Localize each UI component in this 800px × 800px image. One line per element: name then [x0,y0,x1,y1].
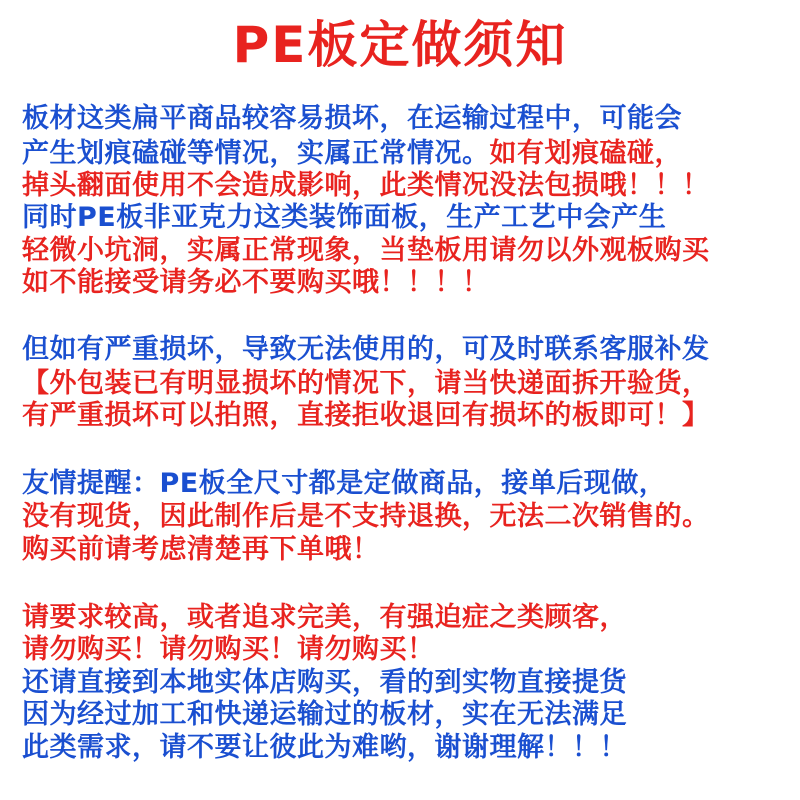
notice-line-5 [22,233,792,269]
notice-line-11 [22,499,792,535]
notice-line-8 [22,366,792,402]
notice-line-10 [22,466,792,502]
notice-line-1 [22,101,792,137]
notice-line-17 [22,730,792,766]
notice-line-15 [22,665,792,701]
notice-text: 此类需求，请不要让彼此为难哟，谢谢理解！！！ [22,732,627,763]
notice-text: 因为经过加工和快递运输过的板材，实在无法满足 [22,699,627,730]
notice-line-7 [22,332,792,368]
notice-line-12 [22,532,792,568]
page-title: PE板定做须知 [232,16,568,74]
notice-text: 轻微小坑洞，实属正常现象，当垫板用请勿以外观板购买 [22,235,710,266]
notice-text: 产生划痕磕碰等情况，实属正常情况。 [22,138,490,169]
notice-text: 掉头翻面使用不会造成影响，此类情况没法包损哦！！！ [22,170,710,201]
notice-line-9 [22,398,792,434]
notice-text: 但如有严重损坏，导致无法使用的，可及时联系客服补发 [22,334,710,365]
notice-line-3 [22,168,792,204]
notice-text: 同时PE板非亚克力这类装饰面板，生产工艺中会产生 [22,202,667,233]
notice-line-6 [22,265,792,301]
notice-line-16 [22,697,792,733]
notice-text: 购买前请考虑清楚再下单哦！ [22,534,380,565]
notice-text: 没有现货，因此制作后是不支持退换，无法二次销售的。 [22,501,710,532]
notice-text-highlight: 如有划痕磕碰， [489,138,682,169]
notice-line-13 [22,600,792,636]
notice-text: 友情提醒：PE板全尺寸都是定做商品，接单后现做， [22,468,667,499]
notice-text: 请要求较高，或者追求完美，有强迫症之类顾客， [22,602,627,633]
notice-text: 【外包装已有明显损坏的情况下，请当快递面拆开验货， [22,368,710,399]
notice-line-14 [22,632,792,668]
notice-text: 有严重损坏可以拍照，直接拒收退回有损坏的板即可！】 [22,400,710,431]
notice-line-2 [22,136,792,172]
notice-text: 板材这类扁平商品较容易损坏，在运输过程中，可能会 [22,103,682,134]
notice-line-4 [22,200,792,236]
notice-text: 还请直接到本地实体店购买，看的到实物直接提货 [22,667,627,698]
notice-text: 请勿购买！请勿购买！请勿购买！ [22,634,435,665]
notice-text: 如不能接受请务必不要购买哦！！！！ [22,267,490,298]
